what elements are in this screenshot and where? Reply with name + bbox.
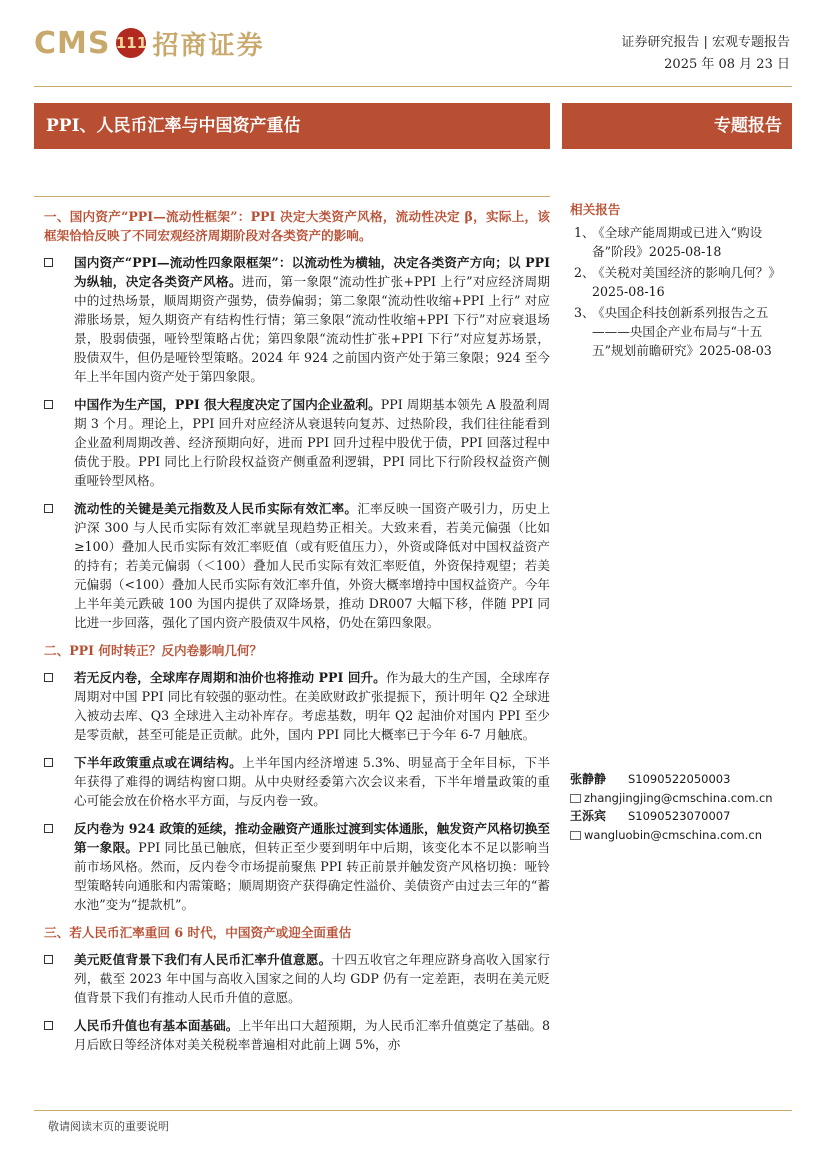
header-divider (34, 86, 792, 87)
analyst-email-text: wangluobin@cmschina.com.cn (584, 827, 762, 842)
bullet-item (34, 668, 550, 744)
analyst-email[interactable] (570, 826, 790, 845)
company-logo (34, 20, 265, 66)
square-bullet-icon (44, 258, 53, 267)
bullet-text: PPI 周期基本领先 A 股盈利周期 3 个月。理论上，PPI 回升对应经济从衰退转向复苏、过热阶段，我们往往能看到企业盈利周期改善、经济预期向好，进而 PPI 回升过程中股优于债，PPI 回落过程中债优于股。PPI 同比上行阶段权益资产侧重盈利逻辑，PPI 同比下行阶段权益资产侧重哑铃型风格。 (74, 397, 551, 488)
related-report-item[interactable] (570, 263, 790, 301)
section-heading-3: 三、若人民币汇率重回 6 时代，中国资产或迎全面重估 (44, 925, 352, 940)
related-report-title: 《关税对美国经济的影响几何？》2025-08-16 (592, 265, 781, 299)
bullet-lead: 美元贬值背景下我们有人民币汇率升值意愿。 (74, 952, 332, 967)
related-reports-heading: 相关报告 (570, 202, 621, 217)
bullet-lead: 国内资产“PPI—流动性四象限框架”：以流动性为横轴，决定各类资产方向；以 PPI 为纵轴，决定各类资产风格。 (74, 255, 550, 289)
square-bullet-icon (44, 400, 53, 409)
content-divider (34, 196, 550, 197)
report-title: PPI、人民币汇率与中国资产重估 (34, 103, 550, 149)
square-bullet-icon (44, 955, 53, 964)
envelope-icon (570, 831, 581, 840)
report-meta (621, 32, 790, 76)
bullet-text: 作为最大的生产国，全球库存周期对中国 PPI 同比有较强的驱动性。在美欧财政扩张提振下，预计明年 Q2 全球进入被动去库、Q3 全球进入主动补库存。考虑基数，明年 Q2 起油价对国内 PPI 至少是零贡献，甚至可能是正贡献。此外，国内 PPI 同比大概率已于今年 6-7 月触底。 (74, 670, 551, 742)
square-bullet-icon (44, 1021, 53, 1030)
analyst-cert-code: S1090523070007 (628, 809, 731, 823)
bullet-text: 上半年出口大超预期，为人民币汇率升值奠定了基础。8 月后欧日等经济体对美关税税率普遍相对此前上调 5%，亦 (74, 1018, 551, 1052)
envelope-icon (570, 794, 581, 803)
bullet-lead: 反内卷为 924 政策的延续，推动金融资产通胀过渡到实体通胀，触发资产风格切换至第一象限。 (74, 821, 550, 855)
analyst-email-text: zhangjingjing@cmschina.com.cn (584, 790, 773, 805)
bullet-item (34, 819, 550, 914)
bullet-lead: 下半年政策重点或在调结构。 (74, 755, 243, 770)
analyst-name: 张静静 (570, 772, 607, 786)
bullet-item (34, 1016, 550, 1054)
analyst-row (570, 770, 790, 789)
main-content (34, 196, 550, 1063)
logo-text-en: CMS (34, 25, 111, 61)
related-report-number: 2、 (574, 265, 595, 280)
square-bullet-icon (44, 824, 53, 833)
logo-emblem-icon: 111 (116, 28, 146, 58)
square-bullet-icon (44, 758, 53, 767)
bullet-text: 上半年国内经济增速 5.3%、明显高于全年目标，下半年获得了难得的调结构窗口期。从中央财经委第六次会议来看，下半年增量政策的重心可能会放在价格水平方面，与反内卷一致。 (74, 755, 551, 808)
bullet-item (34, 753, 550, 810)
bullet-text: 十四五收官之年理应跻身高收入国家行列，截至 2023 年中国与高收入国家之间的人均 GDP 仍有一定差距，表明在美元贬值背景下我们有推动人民币升值的意愿。 (74, 952, 551, 1005)
report-date: 2025 年 08 月 23 日 (664, 57, 790, 72)
analyst-contacts (570, 770, 790, 844)
related-report-number: 1、 (574, 225, 595, 240)
section-heading-2: 二、PPI 何时转正？反内卷影响几何？ (44, 643, 263, 658)
footer-note: 敬请阅读末页的重要说明 (48, 1120, 169, 1133)
related-reports (570, 200, 790, 362)
related-report-item[interactable] (570, 303, 790, 360)
bullet-text: 进而，第一象限“流动性扩张+PPI 上行”对应经济周期中的过热场景，顺周期资产强势，债券偏弱；第二象限“流动性收缩+PPI 上行” 对应滞胀场景，短久期资产有结构性行情；第三象限“流动性收缩+PPI 下行”对应衰退场景，股弱债强，哑铃型策略占优；第四象限“流动性扩张+PPI 下行”对应复苏场景，股债双牛，但仍是哑铃型策略。2024 年 924 之前国内资产处于第三象限；924 至今年上半年国内资产处于第四象限。 (74, 274, 551, 384)
bullet-item (34, 950, 550, 1007)
bullet-text: PPI 同比虽已触底，但转正至少要到明年中后期，该变化本不足以影响当前市场风格。然而，反内卷令市场提前聚焦 PPI 转正前景并触发资产风格切换：哑铃型策略转向通胀和内需策略；顺周期资产获得确定性溢价、美债资产由过去三年的“蓄水池”变为“提款机”。 (74, 840, 550, 912)
related-report-number: 3、 (574, 305, 595, 320)
report-type: 证券研究报告 | 宏观专题报告 (621, 35, 790, 50)
bullet-item (34, 253, 550, 386)
logo-text-cn: 招商证券 (152, 30, 265, 61)
analyst-row (570, 807, 790, 826)
bullet-item (34, 499, 550, 632)
analyst-cert-code: S1090522050003 (628, 772, 731, 786)
report-tag: 专题报告 (562, 103, 792, 149)
bullet-text: 汇率反映一国资产吸引力，历史上沪深 300 与人民币实际有效汇率就呈现趋势正相关。大致来看，若美元偏强（比如≥100）叠加人民币实际有效汇率贬值（或有贬值压力），外资或降低对中国权益资产的持有；若美元偏弱（＜100）叠加人民币实际有效汇率贬值，外资保持观望；若美元偏弱（<100）叠加人民币实际有效汇率升值，外资大概率增持中国权益资产。今年上半年美元跌破 100 为国内提供了双降场景，推动 DR007 大幅下移，伴随 PPI 同比进一步回落，强化了国内资产股债双牛风格，仍处在第四象限。 (74, 501, 551, 630)
analyst-email[interactable] (570, 789, 790, 808)
bullet-lead: 流动性的关键是美元指数及人民币实际有效汇率。 (74, 501, 358, 516)
square-bullet-icon (44, 673, 53, 682)
related-report-title: 《央国企科技创新系列报告之五———央国企产业布局与“十五五”规划前瞻研究》2025-08-03 (592, 305, 772, 358)
square-bullet-icon (44, 504, 53, 513)
analyst-name: 王泺宾 (570, 809, 607, 823)
related-report-title: 《全球产能周期或已进入“购设备”阶段》2025-08-18 (592, 225, 763, 259)
bullet-lead: 中国作为生产国，PPI 很大程度决定了国内企业盈利。 (74, 397, 381, 412)
related-report-item[interactable] (570, 223, 790, 261)
bullet-lead: 若无反内卷，全球库存周期和油价也将推动 PPI 回升。 (74, 670, 386, 685)
section-heading-1: 一、国内资产“PPI—流动性框架”：PPI 决定大类资产风格，流动性决定 β，实际上，该框架恰恰反映了不同宏观经济周期阶段对各类资产的影响。 (44, 209, 550, 243)
bullet-lead: 人民币升值也有基本面基础。 (74, 1018, 239, 1033)
footer-divider (34, 1110, 792, 1111)
bullet-item (34, 395, 550, 490)
